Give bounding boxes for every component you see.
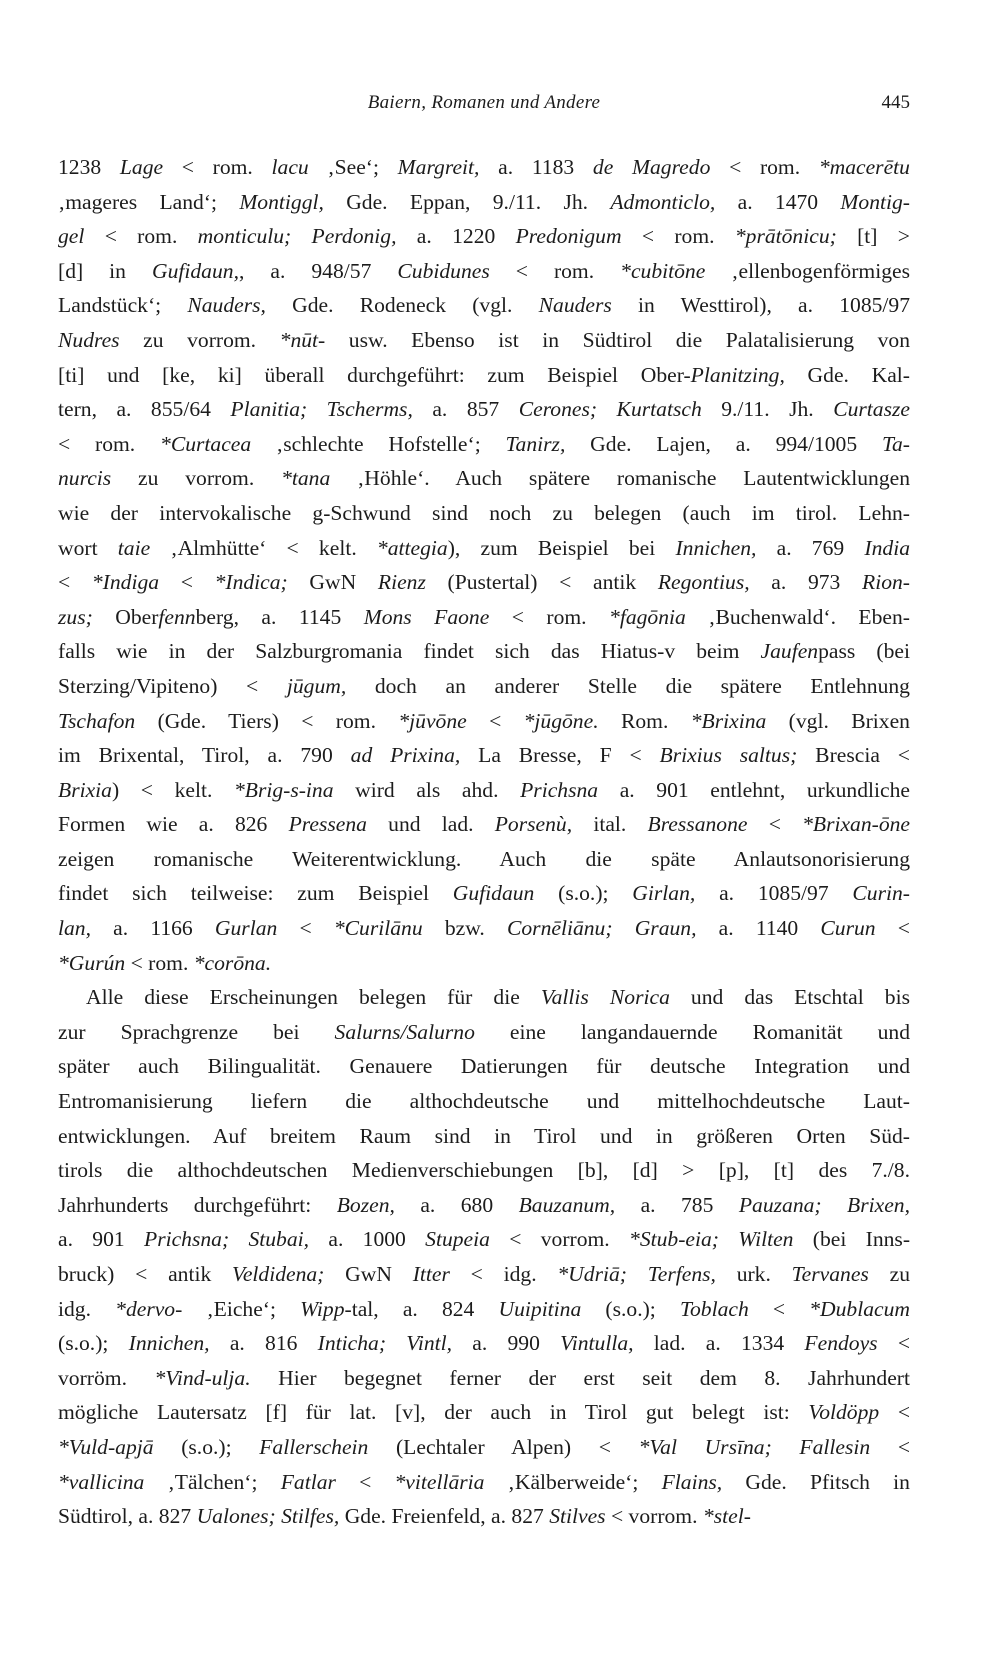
italic-term: Cubidunes bbox=[397, 258, 490, 283]
italic-term: Fallerschein bbox=[259, 1434, 369, 1459]
text-segment: < rom. bbox=[58, 431, 161, 456]
text-segment: [t] > bbox=[836, 224, 910, 249]
italic-term: Pauzana; Brixen, bbox=[738, 1192, 910, 1217]
italic-term: *Gurún bbox=[58, 950, 126, 975]
text-segment: < bbox=[879, 1400, 910, 1425]
italic-term: jūgum, bbox=[286, 673, 347, 698]
italic-term: India bbox=[864, 535, 910, 560]
italic-term: Planitzing, bbox=[690, 362, 785, 387]
text-segment: a. 1000 bbox=[309, 1227, 426, 1252]
italic-term: lan, bbox=[58, 916, 91, 941]
text-line bbox=[58, 946, 910, 981]
italic-term: *Stub-eia; Wilten bbox=[629, 1227, 794, 1252]
text-line bbox=[58, 1361, 910, 1396]
text-segment: a. 769 bbox=[756, 535, 865, 560]
italic-term: *Udriā; Terfens, bbox=[557, 1262, 716, 1286]
text-segment: zu vorrom. bbox=[119, 327, 280, 352]
text-segment: wie der intervokalische g-Schwund sind noch zu belegen (auch im tirol. Lehn- bbox=[58, 500, 910, 525]
text-segment: < rom. bbox=[710, 155, 819, 179]
italic-term: Margreit, bbox=[397, 155, 480, 179]
italic-term: Itter bbox=[412, 1262, 450, 1286]
italic-term: gel bbox=[58, 224, 85, 249]
text-segment: , a. 948/57 bbox=[238, 258, 398, 283]
text-segment: Entromanisierung liefern die althochdeutsche und mittelhochdeutsche Laut- bbox=[58, 1089, 910, 1114]
text-segment: tirols die althochdeutschen Medienverschiebungen [b], [d] > [p], [t] des 7./8. bbox=[58, 1158, 910, 1183]
text-line bbox=[58, 1188, 910, 1223]
text-segment: Alle diese Erscheinungen belegen für die bbox=[86, 985, 541, 1010]
paragraph bbox=[58, 980, 910, 1534]
text-segment: ‚schlechte Hofstelle‘; bbox=[251, 431, 506, 456]
italic-term: Montiggl, bbox=[239, 189, 324, 214]
italic-term: Salurns/Salurno bbox=[334, 1019, 475, 1044]
text-segment: a. 990 bbox=[452, 1331, 561, 1356]
text-line bbox=[58, 773, 910, 808]
text-segment: und das Etschtal bis bbox=[669, 985, 910, 1010]
italic-term: zus; bbox=[58, 604, 93, 629]
italic-term: Fatlar bbox=[280, 1469, 336, 1494]
italic-term: Voldöpp bbox=[808, 1400, 880, 1425]
text-segment: a. 1220 bbox=[396, 224, 516, 249]
text-segment: ‚Tälchen‘; bbox=[144, 1469, 281, 1494]
italic-term: Bozen, bbox=[336, 1192, 395, 1217]
italic-term: Tschafon bbox=[58, 708, 136, 733]
text-segment: Gde. Rodeneck (vgl. bbox=[265, 293, 539, 318]
text-line bbox=[58, 1084, 910, 1119]
italic-term: Mons Faone bbox=[363, 604, 490, 629]
text-segment: (s.o.); bbox=[581, 1296, 680, 1321]
text-line bbox=[58, 150, 910, 185]
italic-term: Rienz bbox=[377, 570, 426, 595]
text-segment: 9./11. Jh. bbox=[701, 397, 834, 422]
italic-term: *attegia bbox=[376, 535, 448, 560]
italic-term: Curun bbox=[820, 916, 876, 941]
italic-term: *Indiga bbox=[91, 570, 160, 595]
text-segment: < rom. bbox=[621, 224, 735, 249]
text-segment: [ti] und [ke, ki] überall durchgeführt: zum Beispiel Ober- bbox=[58, 362, 691, 387]
body-text bbox=[58, 150, 910, 1534]
text-segment: (s.o.); bbox=[153, 1434, 260, 1459]
text-segment: später auch Bilingualität. Genauere Datierungen für deutsche Integration und bbox=[58, 1054, 910, 1079]
text-line bbox=[58, 738, 910, 773]
italic-term: Pressena bbox=[288, 812, 367, 837]
italic-term: Ta- bbox=[881, 431, 910, 456]
italic-term: Gurlan bbox=[214, 916, 278, 941]
text-segment: ) < kelt. bbox=[111, 777, 234, 802]
italic-term: *Curtacea bbox=[160, 431, 252, 456]
text-segment: a. 1470 bbox=[715, 189, 841, 214]
italic-term: Nauders bbox=[538, 293, 612, 318]
italic-term: *stel- bbox=[702, 1504, 751, 1529]
text-segment: a. 901 bbox=[58, 1227, 144, 1252]
text-segment: Gde. Eppan, 9./11. Jh. bbox=[323, 189, 611, 214]
text-segment: GwN bbox=[287, 570, 378, 595]
running-head bbox=[58, 92, 910, 120]
text-line bbox=[58, 1222, 910, 1257]
text-line bbox=[58, 427, 910, 462]
text-line bbox=[58, 1395, 910, 1430]
italic-term: Tervanes bbox=[791, 1262, 869, 1286]
text-segment: 1238 bbox=[58, 155, 120, 179]
text-segment: Landstück‘; bbox=[58, 293, 188, 318]
italic-term: *cubitōne bbox=[620, 258, 706, 283]
text-line bbox=[58, 1430, 910, 1465]
text-segment: zeigen romanische Weiterentwicklung. Auch die späte Anlautsonorisierung bbox=[58, 846, 910, 871]
text-line bbox=[58, 669, 910, 704]
text-segment: < bbox=[277, 916, 334, 941]
italic-term: *Brixan-ōne bbox=[802, 812, 911, 837]
text-line bbox=[58, 1015, 910, 1050]
text-segment: < bbox=[747, 812, 803, 837]
text-segment: < rom. bbox=[489, 258, 621, 283]
italic-term: Stilves bbox=[549, 1504, 606, 1529]
text-segment: wort bbox=[58, 535, 118, 560]
text-segment: < rom. bbox=[84, 224, 198, 249]
text-segment: La Bresse, F < bbox=[460, 743, 660, 768]
text-segment: < rom. bbox=[125, 950, 194, 975]
italic-term: *Curilānu bbox=[333, 916, 423, 941]
italic-term: Rion- bbox=[862, 570, 910, 595]
text-segment: < idg. bbox=[449, 1262, 558, 1286]
text-line bbox=[58, 1292, 910, 1327]
text-segment: zu bbox=[868, 1262, 910, 1286]
text-segment: zu vorrom. bbox=[111, 466, 282, 491]
text-segment: ‚ellenbogenförmiges bbox=[705, 258, 910, 283]
text-line bbox=[58, 600, 910, 635]
text-segment: Jahrhunderts durchgeführt: bbox=[58, 1192, 337, 1217]
italic-term: Cerones; Kurtatsch bbox=[518, 397, 702, 422]
text-segment: ‚Kälberweide‘; bbox=[484, 1469, 662, 1494]
text-segment: (bei Inns- bbox=[793, 1227, 911, 1252]
text-line bbox=[58, 807, 910, 842]
italic-term: taie bbox=[117, 535, 151, 560]
text-segment: -tal, a. 824 bbox=[344, 1296, 499, 1321]
text-segment: berg, a. 1145 bbox=[195, 604, 364, 629]
italic-term: Lage bbox=[119, 155, 164, 179]
italic-term: *Brixina bbox=[690, 708, 767, 733]
text-segment: Sterzing/Vipiteno) < bbox=[58, 673, 287, 698]
italic-term: nurcis bbox=[58, 466, 112, 491]
italic-term: Gufidaun, bbox=[152, 258, 239, 283]
text-segment: ‚mageres Land‘; bbox=[58, 189, 240, 214]
italic-term: fenn bbox=[158, 604, 196, 629]
italic-term: *fagōnia bbox=[609, 604, 686, 629]
text-segment: < bbox=[870, 1434, 911, 1459]
text-segment: [d] in bbox=[58, 258, 152, 283]
text-segment: wird als ahd. bbox=[333, 777, 521, 802]
text-segment: tern, a. 855/64 bbox=[58, 397, 231, 422]
italic-term: *Indica; bbox=[214, 570, 288, 595]
text-line bbox=[58, 358, 910, 393]
text-segment: (s.o.); bbox=[58, 1331, 129, 1356]
text-segment: a. 901 entlehnt, urkundliche bbox=[598, 777, 910, 802]
italic-term: *tana bbox=[281, 466, 331, 491]
text-line bbox=[58, 496, 910, 531]
italic-term: Fendoys bbox=[804, 1331, 878, 1356]
text-segment: ‚Almhütte‘ < kelt. bbox=[150, 535, 377, 560]
text-line bbox=[58, 1119, 910, 1154]
text-segment: < bbox=[58, 570, 92, 595]
italic-term: Prichsna; Stubai, bbox=[144, 1227, 310, 1252]
italic-term: Curtasze bbox=[833, 397, 910, 422]
page-number: 445 bbox=[881, 92, 910, 113]
text-segment: < bbox=[466, 708, 524, 733]
italic-term: *macerētu bbox=[818, 155, 910, 179]
text-line bbox=[58, 1465, 910, 1500]
text-segment: < rom. bbox=[163, 155, 272, 179]
text-segment: (Pustertal) < antik bbox=[425, 570, 658, 595]
italic-term: Curin- bbox=[852, 881, 910, 906]
italic-term: Innichen, bbox=[128, 1331, 210, 1356]
text-line bbox=[58, 1499, 910, 1534]
text-segment: zur Sprachgrenze bei bbox=[58, 1019, 335, 1044]
text-segment: ‚Eiche‘; bbox=[182, 1296, 301, 1321]
text-segment: ‚Buchenwald‘. Eben- bbox=[685, 604, 910, 629]
text-segment: eine langandauernde Romanität und bbox=[474, 1019, 910, 1044]
text-segment: < rom. bbox=[489, 604, 610, 629]
text-segment: ‚Höhle‘. Auch spätere romanische Lautentwicklungen bbox=[330, 466, 911, 491]
text-line bbox=[58, 1153, 910, 1188]
text-line bbox=[58, 704, 910, 739]
text-segment: a. 1140 bbox=[696, 916, 821, 941]
italic-term: Cornēliānu; Graun, bbox=[506, 916, 697, 941]
text-segment: vorröm. bbox=[58, 1365, 155, 1390]
text-segment: ), zum Beispiel bei bbox=[447, 535, 676, 560]
text-segment: und lad. bbox=[366, 812, 495, 837]
italic-term: monticulu; Perdonig, bbox=[197, 224, 397, 249]
text-segment: ‚See‘; bbox=[308, 155, 398, 179]
italic-term: Brixia bbox=[58, 777, 112, 802]
text-segment: GwN bbox=[324, 1262, 413, 1286]
text-line bbox=[58, 842, 910, 877]
italic-term: *Vind-ulja. bbox=[154, 1365, 251, 1390]
italic-term: Flains, bbox=[661, 1469, 723, 1494]
text-segment: (s.o.); bbox=[534, 881, 633, 906]
italic-term: *vitellāria bbox=[394, 1469, 485, 1494]
italic-term: Nudres bbox=[58, 327, 120, 352]
text-segment: Ober bbox=[92, 604, 159, 629]
text-segment: Hier begegnet ferner der erst seit dem 8. Jahrhundert bbox=[250, 1365, 910, 1390]
italic-term: Regontius, bbox=[657, 570, 750, 595]
text-segment: a. 857 bbox=[412, 397, 519, 422]
italic-term: Bauzanum, bbox=[518, 1192, 616, 1217]
italic-term: Inticha; Vintl, bbox=[317, 1331, 453, 1356]
text-line bbox=[58, 531, 910, 566]
text-segment: a. 973 bbox=[749, 570, 863, 595]
text-segment: ital. bbox=[572, 812, 648, 837]
text-line bbox=[58, 911, 910, 946]
text-segment: bruck) < antik bbox=[58, 1262, 233, 1286]
italic-term: Porsenù, bbox=[494, 812, 573, 837]
italic-term: Prichsna bbox=[520, 777, 599, 802]
text-segment: Gde. Pfitsch in bbox=[722, 1469, 910, 1494]
text-segment: < bbox=[875, 916, 910, 941]
paragraph bbox=[58, 150, 910, 980]
text-line bbox=[58, 185, 910, 220]
text-segment: Gde. Freienfeld, a. 827 bbox=[339, 1504, 550, 1529]
text-segment: lad. a. 1334 bbox=[633, 1331, 805, 1356]
text-segment: a. 1085/97 bbox=[695, 881, 853, 906]
italic-term: *jūgōne. bbox=[523, 708, 599, 733]
text-segment: < bbox=[335, 1469, 395, 1494]
text-line bbox=[58, 1257, 910, 1292]
italic-term: ad Prixina, bbox=[350, 743, 461, 768]
italic-term: Vallis Norica bbox=[540, 985, 670, 1010]
italic-term: de Magredo bbox=[592, 155, 711, 179]
italic-term: Toblach bbox=[679, 1296, 749, 1321]
italic-term: Veldidena; bbox=[232, 1262, 325, 1286]
text-line bbox=[58, 323, 910, 358]
italic-term: *Vuld-apjā bbox=[58, 1434, 154, 1459]
italic-term: Ualones; Stilfes, bbox=[196, 1504, 340, 1529]
italic-term: *dervo- bbox=[115, 1296, 183, 1321]
text-segment: < vorrom. bbox=[605, 1504, 703, 1529]
italic-term: Vintulla, bbox=[560, 1331, 634, 1356]
italic-term: Admonticlo, bbox=[610, 189, 716, 214]
text-segment: (vgl. Brixen bbox=[766, 708, 910, 733]
italic-term: Brixius saltus; bbox=[659, 743, 798, 768]
text-line bbox=[58, 1049, 910, 1084]
italic-term: Girlan, bbox=[632, 881, 696, 906]
text-line bbox=[58, 980, 910, 1015]
text-line bbox=[58, 392, 910, 427]
italic-term: Uuipitina bbox=[498, 1296, 582, 1321]
italic-term: *Dublacum bbox=[809, 1296, 910, 1321]
text-segment: doch an anderer Stelle die spätere Entlehnung bbox=[346, 673, 910, 698]
italic-term: Bressanone bbox=[647, 812, 748, 837]
text-segment: falls wie in der Salzburgromania findet sich das Hiatus-v beim bbox=[58, 639, 761, 664]
text-segment: < bbox=[748, 1296, 810, 1321]
italic-term: *corōna. bbox=[193, 950, 272, 975]
italic-term: Predonigum bbox=[515, 224, 622, 249]
italic-term: *Brig-s-ina bbox=[233, 777, 334, 802]
italic-term: Planitia; Tscherms, bbox=[230, 397, 413, 422]
text-line bbox=[58, 254, 910, 289]
text-line bbox=[58, 565, 910, 600]
text-segment: idg. bbox=[58, 1296, 116, 1321]
text-segment: (Lechtaler Alpen) < bbox=[368, 1434, 639, 1459]
text-line bbox=[58, 876, 910, 911]
italic-term: *Val Ursīna; Fallesin bbox=[638, 1434, 871, 1459]
text-segment: findet sich teilweise: zum Beispiel bbox=[58, 881, 453, 906]
text-segment: urk. bbox=[715, 1262, 792, 1286]
text-segment: mögliche Lautersatz [f] für lat. [v], der auch in Tirol gut belegt ist: bbox=[58, 1400, 809, 1425]
text-segment: < bbox=[159, 570, 215, 595]
text-line bbox=[58, 219, 910, 254]
text-line bbox=[58, 634, 910, 669]
italic-term: Wipp bbox=[300, 1296, 345, 1321]
italic-term: Nauders, bbox=[187, 293, 266, 318]
text-segment: Gde. Kal- bbox=[784, 362, 910, 387]
text-segment: < vorrom. bbox=[489, 1227, 630, 1252]
text-segment: < bbox=[877, 1331, 910, 1356]
text-segment: a. 1166 bbox=[91, 916, 215, 941]
text-line bbox=[58, 1326, 910, 1361]
text-segment: (Gde. Tiers) < rom. bbox=[135, 708, 399, 733]
running-title: Baiern, Romanen und Andere bbox=[367, 92, 601, 113]
text-segment: a. 1183 bbox=[479, 155, 593, 179]
text-segment: a. 816 bbox=[209, 1331, 318, 1356]
italic-term: Jaufen bbox=[760, 639, 819, 664]
text-line bbox=[58, 461, 910, 496]
text-segment: Gde. Lajen, a. 994/1005 bbox=[565, 431, 882, 456]
text-segment: Rom. bbox=[598, 708, 691, 733]
italic-term: lacu bbox=[271, 155, 309, 179]
text-segment: Formen wie a. 826 bbox=[58, 812, 289, 837]
text-segment: in Westtirol), a. 1085/97 bbox=[611, 293, 911, 318]
text-segment: im Brixental, Tirol, a. 790 bbox=[58, 743, 351, 768]
italic-term: *prātōnicu; bbox=[734, 224, 837, 249]
text-segment: usw. Ebenso ist in Südtirol die Palatalisierung von bbox=[325, 327, 910, 352]
text-segment: Brescia < bbox=[797, 743, 910, 768]
italic-term: Montig- bbox=[840, 189, 910, 214]
text-segment: Südtirol, a. 827 bbox=[58, 1504, 197, 1529]
italic-term: Gufidaun bbox=[452, 881, 535, 906]
text-segment: pass (bei bbox=[818, 639, 910, 664]
italic-term: Stupeia bbox=[425, 1227, 490, 1252]
italic-term: *jūvōne bbox=[398, 708, 467, 733]
text-segment: a. 785 bbox=[615, 1192, 739, 1217]
italic-term: Innichen, bbox=[675, 535, 757, 560]
text-segment: a. 680 bbox=[394, 1192, 519, 1217]
italic-term: Tanirz, bbox=[505, 431, 566, 456]
italic-term: *vallicina bbox=[58, 1469, 145, 1494]
text-line bbox=[58, 288, 910, 323]
text-segment: entwicklungen. Auf breitem Raum sind in Tirol und in größeren Orten Süd- bbox=[58, 1123, 910, 1148]
text-segment: bzw. bbox=[422, 916, 507, 941]
italic-term: *nūt- bbox=[279, 327, 326, 352]
